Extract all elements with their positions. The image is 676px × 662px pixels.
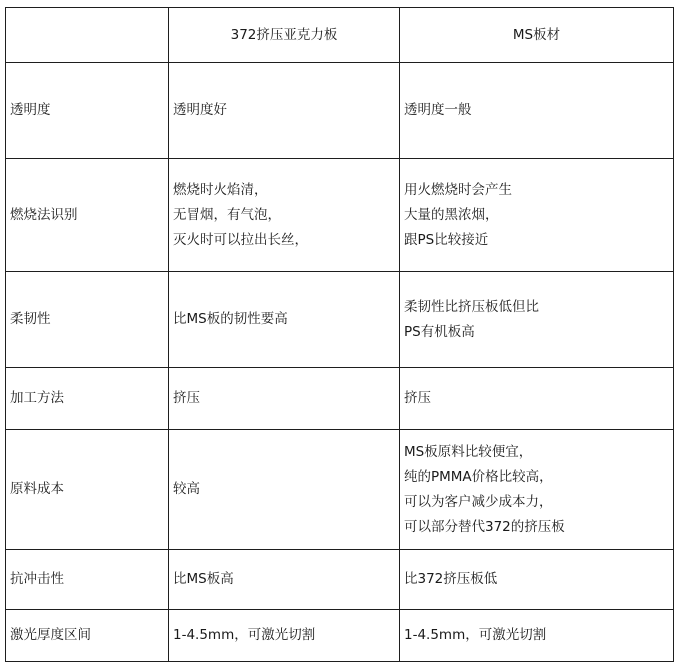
row-label: 燃烧法识别 bbox=[6, 159, 169, 272]
row-label: 柔韧性 bbox=[6, 272, 169, 368]
table-row-impact-resistance bbox=[6, 550, 674, 610]
table-row-transparency bbox=[6, 63, 674, 159]
cell-text: 挤压 bbox=[404, 390, 431, 406]
cell-372 bbox=[169, 610, 400, 662]
table-row-material-cost bbox=[6, 430, 674, 550]
comparison-table bbox=[5, 7, 674, 662]
cell-text: 大量的黑浓烟， bbox=[404, 206, 499, 223]
cell-ms bbox=[400, 550, 674, 610]
cell-372 bbox=[169, 550, 400, 610]
cell-text: 挤压 bbox=[173, 390, 200, 406]
cell-text: 比372挤压板低 bbox=[404, 571, 498, 587]
cell-372 bbox=[169, 63, 400, 159]
cell-text: MS板原料比较便宜， bbox=[404, 443, 533, 460]
row-label: 加工方法 bbox=[6, 368, 169, 430]
cell-text: 比MS板高 bbox=[173, 571, 234, 587]
cell-ms bbox=[400, 159, 674, 272]
table-row-laser-thickness bbox=[6, 610, 674, 662]
cell-text: 柔韧性比挤压板低但比 bbox=[404, 298, 539, 315]
cell-text: 透明度一般 bbox=[404, 102, 472, 118]
cell-text: 纯的PMMA价格比较高， bbox=[404, 468, 553, 485]
header-row bbox=[6, 8, 674, 63]
row-label: 抗冲击性 bbox=[6, 550, 169, 610]
cell-ms bbox=[400, 368, 674, 430]
table-row-flexibility bbox=[6, 272, 674, 368]
cell-text: 1-4.5mm，可激光切割 bbox=[173, 627, 316, 643]
cell-text: 跟PS比较接近 bbox=[404, 231, 489, 248]
cell-ms bbox=[400, 610, 674, 662]
table-row-processing bbox=[6, 368, 674, 430]
cell-372 bbox=[169, 272, 400, 368]
header-cell-372: 372挤压亚克力板 bbox=[169, 8, 400, 63]
cell-text: 用火燃烧时会产生 bbox=[404, 181, 512, 198]
cell-text: 灭火时可以拉出长丝， bbox=[173, 231, 308, 248]
cell-372 bbox=[169, 159, 400, 272]
cell-text: 可以为客户减少成本力， bbox=[404, 493, 553, 510]
cell-text: PS有机板高 bbox=[404, 323, 475, 340]
cell-372 bbox=[169, 430, 400, 550]
cell-ms bbox=[400, 430, 674, 550]
cell-text: 1-4.5mm，可激光切割 bbox=[404, 627, 547, 643]
table-row-burn-test bbox=[6, 159, 674, 272]
row-label: 激光厚度区间 bbox=[6, 610, 169, 662]
cell-ms bbox=[400, 63, 674, 159]
row-label: 透明度 bbox=[6, 63, 169, 159]
cell-ms bbox=[400, 272, 674, 368]
cell-text: 比MS板的韧性要高 bbox=[173, 311, 288, 327]
cell-text: 无冒烟，有气泡， bbox=[173, 206, 281, 223]
header-cell-blank bbox=[6, 8, 169, 63]
cell-text: 可以部分替代372的挤压板 bbox=[404, 518, 565, 535]
header-cell-ms: MS板材 bbox=[400, 8, 674, 63]
cell-372 bbox=[169, 368, 400, 430]
cell-text: 较高 bbox=[173, 481, 200, 497]
cell-text: 燃烧时火焰清， bbox=[173, 181, 268, 198]
row-label: 原料成本 bbox=[6, 430, 169, 550]
cell-text: 透明度好 bbox=[173, 102, 227, 118]
